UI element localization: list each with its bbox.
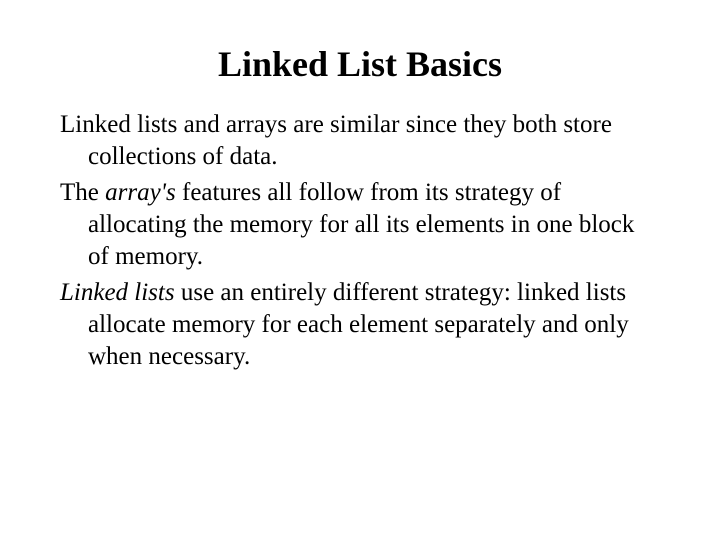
paragraph-text-after: use an entirely different strategy: linked lists allocate memory for each element separately and only when necessary. <box>88 279 629 370</box>
paragraph-text: Linked lists and arrays are similar since they both store collections of data. <box>60 111 612 170</box>
paragraph-array-strategy <box>60 177 660 273</box>
paragraph-similarity <box>60 109 660 173</box>
paragraph-text-before: The <box>60 179 106 206</box>
emphasis-arrays: array's <box>105 179 176 206</box>
paragraph-linked-list-strategy <box>60 277 660 373</box>
slide-title: Linked List Basics <box>217 44 503 84</box>
slide-body <box>60 109 660 377</box>
paragraph-text-after: features all follow from its strategy of allocating the memory for all its elements in one block of memory. <box>88 179 635 270</box>
emphasis-linked-lists: Linked lists <box>60 279 175 306</box>
